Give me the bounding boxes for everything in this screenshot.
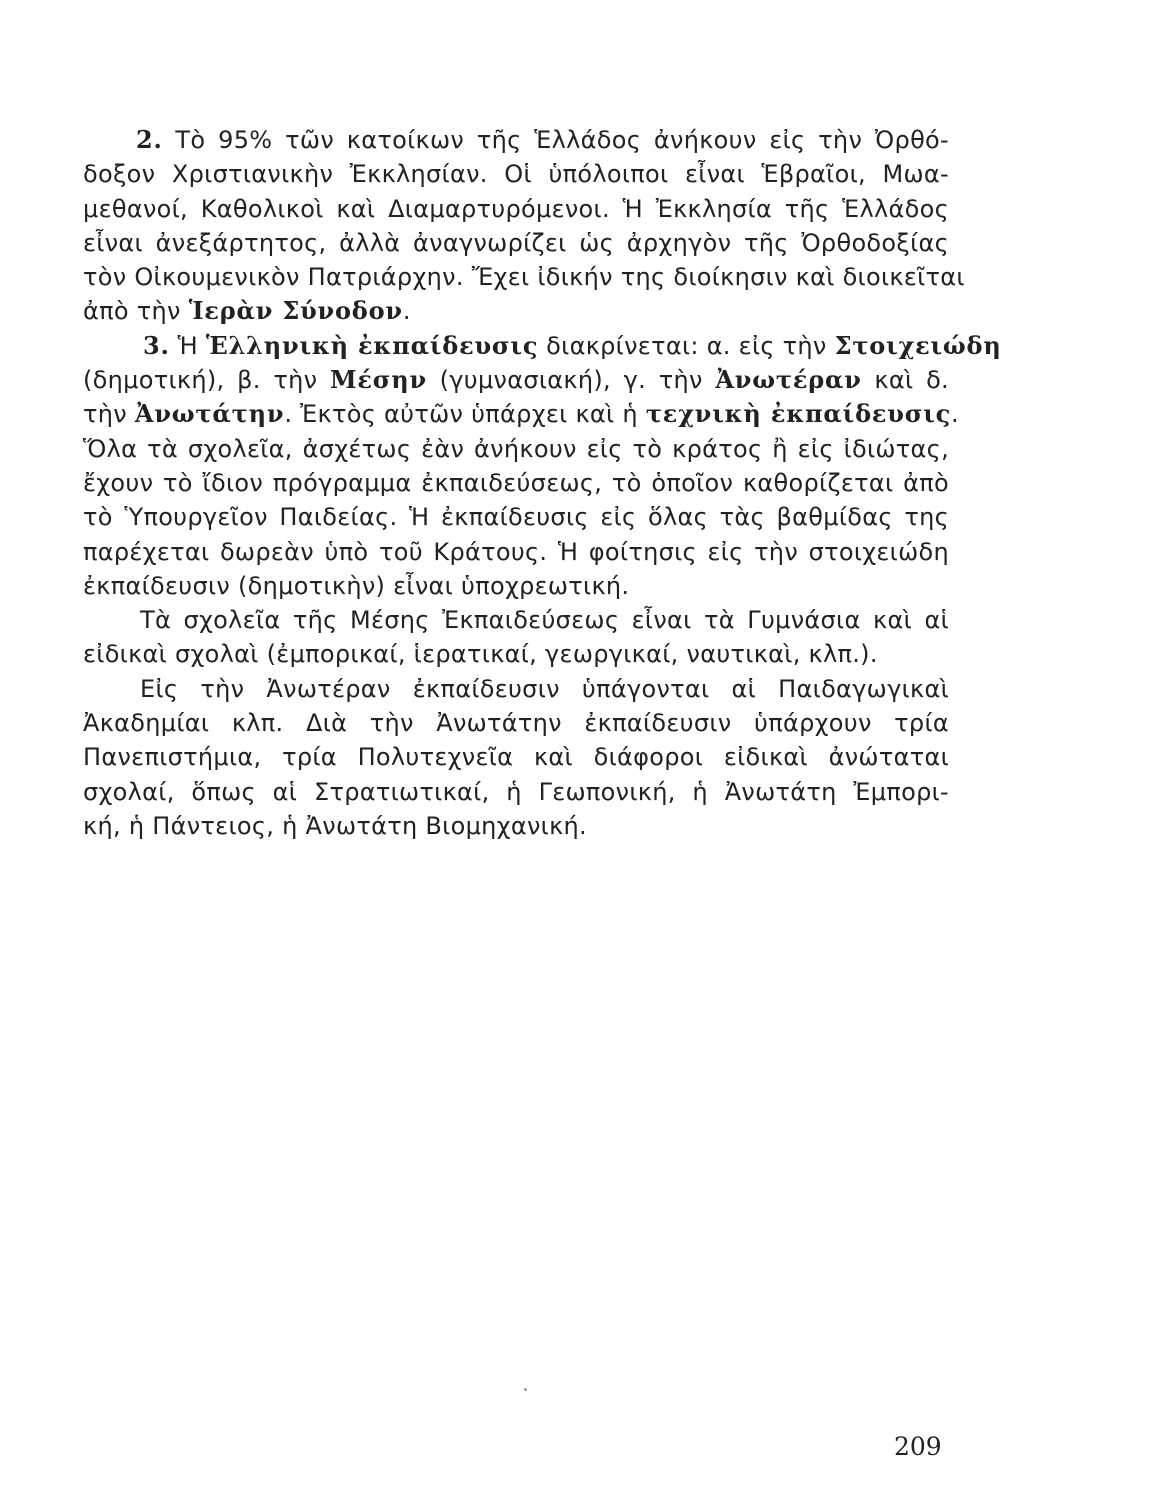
bold-term-anotatin: Ἀνωτάτην [134,399,285,429]
text-line [83,329,1002,363]
text-line [83,706,949,740]
text-run: Ὅλα τὰ σχολεῖα, ἀσχέτως ἐὰν ἀνήκουν εἰς τὸ κράτος ἢ εἰς ἰδιώτας, [83,434,949,463]
paragraph-number: 3. [143,330,170,360]
text-run: εἶναι ἀνεξάρτητος, ἀλλὰ ἀναγνωρίζει ὡς ἀρχηγὸν τῆς Ὀρθοδοξίας [83,228,949,257]
text-run: τὸν Οἰκουμενικὸν Πατριάρχην. Ἔχει ἰδικήν της διοίκησιν καὶ διοικεῖται [83,263,965,292]
text-line [83,740,949,774]
text-line [83,363,949,397]
body-text [83,123,1002,843]
text-run: καὶ δ. [861,366,949,395]
text-line [83,294,949,328]
text-run: τὸ Ὑπουργεῖον Παιδείας. Ἡ ἐκπαίδευσις εἰς ὅλας τὰς βαθμίδας της [83,503,949,532]
text-run: σχολαί, ὅπως αἱ Στρατιωτικαί, ἡ Γεωπονική, ἡ Ἀνωτάτη Ἐμπορι- [83,777,949,806]
bold-term-ieran-synodon: Ἱερὰν Σύνοδον [188,296,403,326]
bold-term-techniki-ekpaidefsis: τεχνικὴ ἐκπαίδευσις [645,399,952,429]
text-run: παρέχεται δωρεὰν ὑπὸ τοῦ Κράτους. Ἡ φοίτησις εἰς τὴν στοιχειώδη [83,537,949,566]
paragraph-number: 2. [136,125,163,154]
text-run: Τὸ 95% τῶν κατοίκων τῆς Ἑλλάδος ἀνήκουν εἰς τὴν Ὀρθό- [162,126,949,154]
text-line [83,637,949,671]
text-line [83,603,949,637]
text-line [83,226,949,260]
text-line [83,775,949,809]
text-run: τὴν [83,400,135,429]
text-line [83,569,949,603]
text-line [83,535,949,569]
text-run: Τὰ σχολεῖα τῆς Μέσης Ἐκπαιδεύσεως εἶναι τὰ Γυμνάσια καὶ αἱ [140,606,949,635]
text-run: (δημοτική), β. τὴν [83,366,330,395]
text-run: (γυμνασιακή), γ. τὴν [426,366,716,395]
text-line [83,397,959,431]
text-run: ἐκπαίδευσιν (δημοτικὴν) εἶναι ὑποχρεωτική. [83,571,630,600]
text-run: διακρίνεται: α. εἰς τὴν [538,331,835,360]
text-run: . [402,297,411,326]
text-line [83,260,965,294]
text-line [83,192,949,226]
text-run: μεθανοί, Καθολικοὶ καὶ Διαμαρτυρόμενοι. Ἡ Ἐκκλησία τῆς Ἑλλάδος [83,194,949,223]
text-run: ἔχουν τὸ ἴδιον πρόγραμμα ἐκπαιδεύσεως, τὸ ὁποῖον καθορίζεται ἀπὸ [83,468,949,497]
text-run: δοξον Χριστιανικὴν Ἐκκλησίαν. Οἱ ὑπόλοιποι εἶναι Ἑβραῖοι, Μωα- [83,160,949,189]
text-line [83,500,949,534]
text-run: κή, ἡ Πάντειος, ἡ Ἀνωτάτη Βιομηχανική. [83,811,587,840]
text-run: Ἀκαδημίαι κλπ. Διὰ τὴν Ἀνωτάτην ἐκπαίδευσιν ὑπάρχουν τρία [83,709,949,738]
page-number: 209 [894,1432,942,1461]
text-run: ἀπὸ τὴν [83,297,189,326]
bold-term-mesin: Μέσην [329,365,427,395]
bold-term-elliniki-ekpaidefsis: Ἑλληνικὴ ἐκπαίδευσις [205,330,539,360]
text-run: . Ἐκτὸς αὐτῶν ὑπάρχει καὶ ἡ [284,400,646,429]
text-line [83,809,949,843]
text-run: . [951,400,959,429]
text-line [83,432,949,466]
text-line [83,123,949,157]
text-line [83,157,949,191]
text-run: Ἡ [169,331,206,360]
text-run: εἰδικαὶ σχολαὶ (ἐμπορικαί, ἱερατικαί, γεωργικαί, ναυτικαὶ, κλπ.). [83,640,878,669]
text-line [83,466,949,500]
text-run: Εἰς τὴν Ἀνωτέραν ἐκπαίδευσιν ὑπάγονται αἱ Παιδαγωγικαὶ [140,674,949,703]
scan-speck [524,1388,527,1391]
text-run: Πανεπιστήμια, τρία Πολυτεχνεῖα καὶ διάφοροι εἰδικαὶ ἀνώταται [83,743,949,772]
bold-term-anoteran: Ἀνωτέραν [715,365,862,395]
text-line [83,672,949,706]
bold-term-stoicheiodi: Στοιχειώδη [834,330,1002,360]
